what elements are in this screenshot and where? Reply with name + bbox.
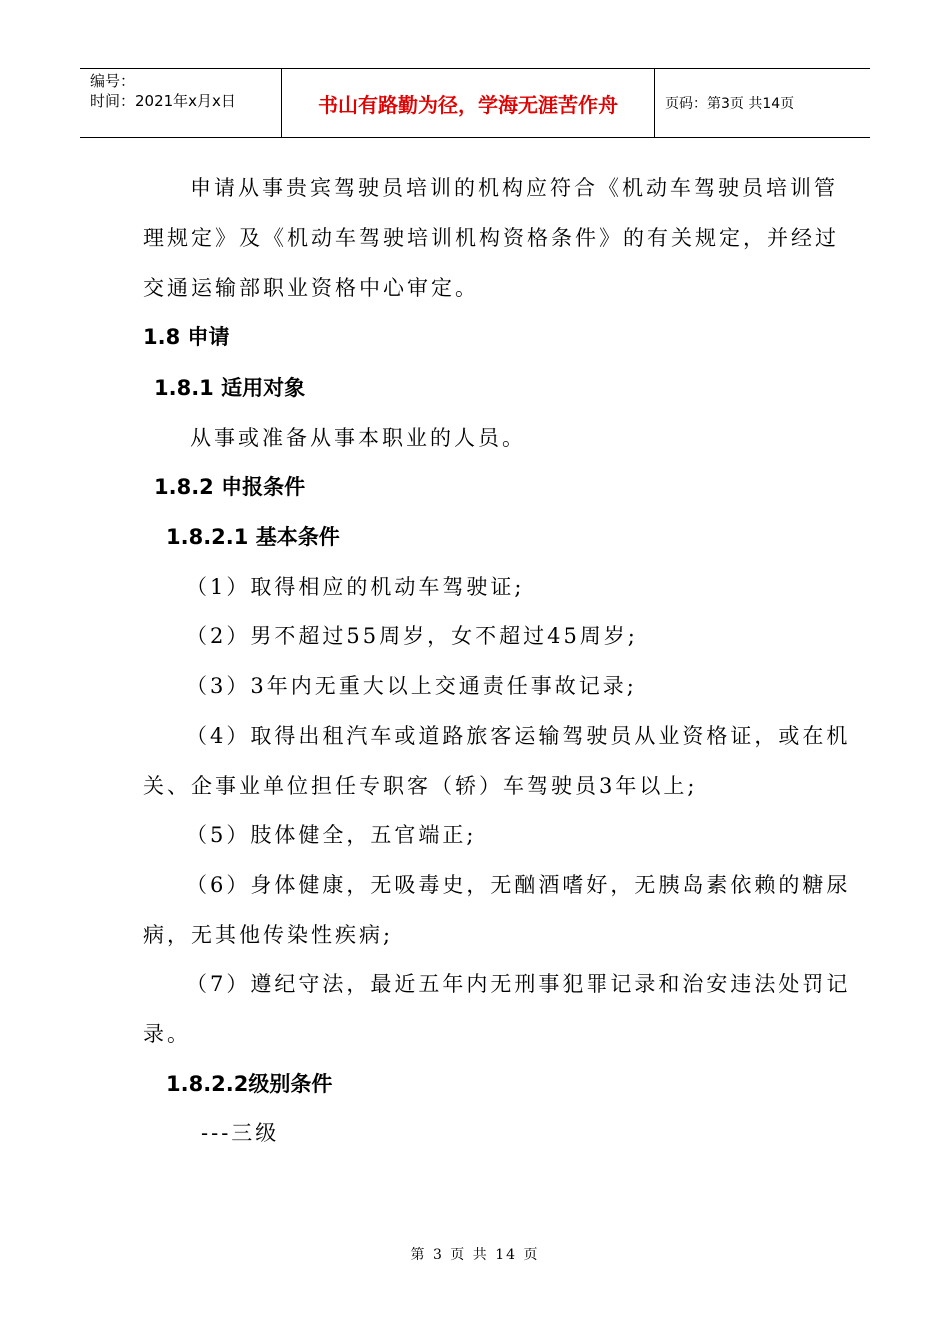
header-motto: 书山有路勤为径，学海无涯苦作舟 [282, 69, 655, 137]
number-label: 编号： [90, 72, 136, 90]
time-label: 时间：2021年x月x日 [90, 92, 236, 110]
header-meta-cell [80, 69, 282, 137]
list-item: （3）3年内无重大以上交通责任事故记录; [186, 674, 637, 698]
paragraph-line: 交通运输部职业资格中心审定。 [143, 276, 479, 300]
page-footer: 第 3 页 共 14 页 [410, 1247, 540, 1263]
section-heading-1-8-2: 1.8.2 申报条件 [154, 475, 306, 499]
list-item: （4）取得出租汽车或道路旅客运输驾驶员从业资格证，或在机 [186, 724, 851, 748]
section-heading-1-8-1: 1.8.1 适用对象 [154, 376, 306, 400]
paragraph-line: 理规定》及《机动车驾驶培训机构资格条件》的有关规定，并经过 [143, 226, 839, 250]
list-item: （2）男不超过55周岁，女不超过45周岁; [186, 624, 638, 648]
list-item-continuation: 关、企事业单位担任专职客（轿）车驾驶员3年以上; [143, 774, 698, 798]
page-header [80, 68, 870, 138]
section-heading-1-8: 1.8 申请 [143, 325, 230, 349]
section-heading-1-8-2-2: 1.8.2.2级别条件 [166, 1072, 333, 1096]
level-item: ---三级 [201, 1121, 280, 1145]
list-item: （5）肢体健全，五官端正; [186, 823, 477, 847]
section-heading-1-8-2-1: 1.8.2.1 基本条件 [166, 525, 340, 549]
paragraph-line: 申请从事贵宾驾驶员培训的机构应符合《机动车驾驶员培训管 [190, 176, 838, 200]
list-item: （1）取得相应的机动车驾驶证; [186, 575, 525, 599]
header-page-info: 页码：第3页 共14页 [665, 96, 795, 112]
list-item-continuation: 录。 [143, 1022, 191, 1046]
list-item-continuation: 病，无其他传染性疾病; [143, 923, 394, 947]
paragraph-line: 从事或准备从事本职业的人员。 [190, 426, 526, 450]
list-item: （7）遵纪守法，最近五年内无刑事犯罪记录和治安违法处罚记 [186, 972, 851, 996]
list-item: （6）身体健康，无吸毒史，无酗酒嗜好，无胰岛素依赖的糖尿 [186, 873, 851, 897]
